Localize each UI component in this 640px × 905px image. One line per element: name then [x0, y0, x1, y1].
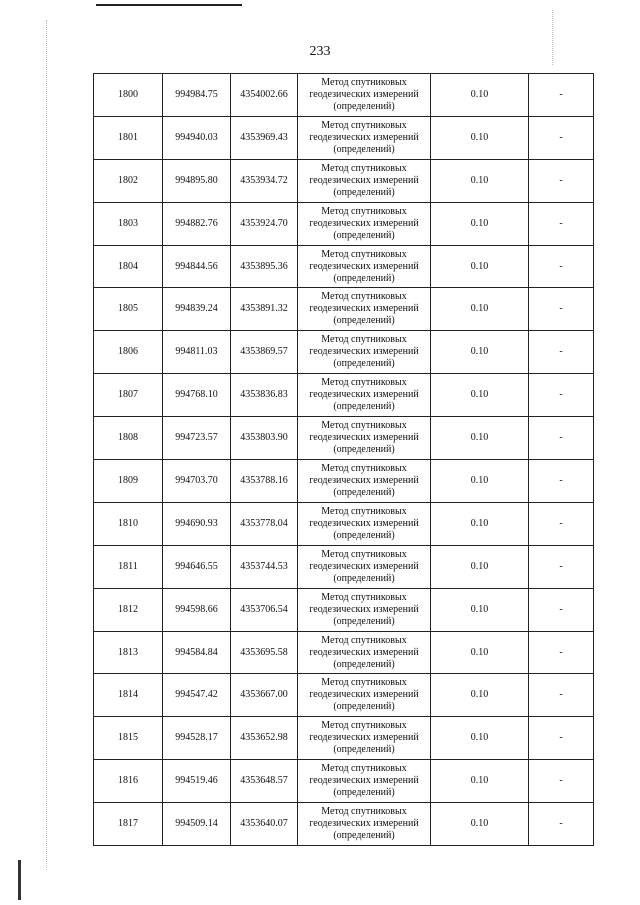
accuracy-value: 0.10 [431, 803, 529, 846]
point-number: 1801 [94, 116, 163, 159]
accuracy-value: 0.10 [431, 460, 529, 503]
method-line: Метод спутниковых [321, 548, 407, 560]
method-line: (определений) [333, 830, 395, 842]
point-number: 1809 [94, 460, 163, 503]
accuracy-value: 0.10 [431, 374, 529, 417]
method-line: Метод спутниковых [321, 119, 407, 131]
method-line: Метод спутниковых [321, 334, 407, 346]
coordinate-x: 994528.17 [163, 717, 231, 760]
coordinate-y: 4353695.58 [231, 631, 298, 674]
note-value: - [529, 288, 594, 331]
point-number: 1800 [94, 74, 163, 117]
method-line: Метод спутниковых [321, 505, 407, 517]
table-row [94, 717, 594, 760]
table-row [94, 288, 594, 331]
accuracy-value: 0.10 [431, 417, 529, 460]
method-cell [298, 74, 431, 117]
note-value: - [529, 74, 594, 117]
coordinate-y: 4353706.54 [231, 588, 298, 631]
method-cell [298, 245, 431, 288]
note-value: - [529, 760, 594, 803]
method-line: Метод спутниковых [321, 205, 407, 217]
table-row [94, 331, 594, 374]
method-line: (определений) [333, 143, 395, 155]
coordinate-y: 4353836.83 [231, 374, 298, 417]
method-line: геодезических измерений [309, 174, 419, 186]
method-line: Метод спутниковых [321, 76, 407, 88]
accuracy-value: 0.10 [431, 116, 529, 159]
method-line: геодезических измерений [309, 260, 419, 272]
coordinate-x: 994584.84 [163, 631, 231, 674]
coordinate-y: 4353648.57 [231, 760, 298, 803]
accuracy-value: 0.10 [431, 502, 529, 545]
method-line: (определений) [333, 186, 395, 198]
method-cell [298, 760, 431, 803]
method-line: геодезических измерений [309, 646, 419, 658]
note-value: - [529, 717, 594, 760]
method-line: (определений) [333, 358, 395, 370]
coordinate-y: 4353640.07 [231, 803, 298, 846]
method-line: (определений) [333, 315, 395, 327]
table-row [94, 460, 594, 503]
method-line: (определений) [333, 229, 395, 241]
accuracy-value: 0.10 [431, 288, 529, 331]
table-row [94, 502, 594, 545]
point-number: 1811 [94, 545, 163, 588]
note-value: - [529, 545, 594, 588]
note-value: - [529, 331, 594, 374]
top-rule [96, 4, 242, 6]
method-line: геодезических измерений [309, 603, 419, 615]
point-number: 1805 [94, 288, 163, 331]
coordinate-x: 994598.66 [163, 588, 231, 631]
method-cell [298, 674, 431, 717]
method-cell [298, 331, 431, 374]
method-line: Метод спутниковых [321, 634, 407, 646]
accuracy-value: 0.10 [431, 717, 529, 760]
coordinate-x: 994690.93 [163, 502, 231, 545]
method-line: геодезических измерений [309, 131, 419, 143]
table-row [94, 202, 594, 245]
note-value: - [529, 588, 594, 631]
accuracy-value: 0.10 [431, 760, 529, 803]
method-line: геодезических измерений [309, 389, 419, 401]
coordinate-y: 4353778.04 [231, 502, 298, 545]
method-line: Метод спутниковых [321, 162, 407, 174]
accuracy-value: 0.10 [431, 245, 529, 288]
method-line: Метод спутниковых [321, 677, 407, 689]
point-number: 1815 [94, 717, 163, 760]
coordinate-y: 4353667.00 [231, 674, 298, 717]
coordinates-table [93, 73, 594, 846]
method-line: (определений) [333, 401, 395, 413]
accuracy-value: 0.10 [431, 631, 529, 674]
note-value: - [529, 674, 594, 717]
method-cell [298, 502, 431, 545]
method-line: Метод спутниковых [321, 291, 407, 303]
method-cell [298, 374, 431, 417]
method-line: геодезических измерений [309, 775, 419, 787]
method-line: (определений) [333, 658, 395, 670]
note-value: - [529, 417, 594, 460]
point-number: 1814 [94, 674, 163, 717]
coordinate-y: 4353869.57 [231, 331, 298, 374]
coordinate-y: 4353744.53 [231, 545, 298, 588]
table-row [94, 631, 594, 674]
table-row [94, 545, 594, 588]
table-row [94, 588, 594, 631]
method-cell [298, 545, 431, 588]
method-cell [298, 631, 431, 674]
method-line: Метод спутниковых [321, 420, 407, 432]
table-row [94, 374, 594, 417]
note-value: - [529, 374, 594, 417]
table-row [94, 245, 594, 288]
coordinate-x: 994984.75 [163, 74, 231, 117]
table-row [94, 74, 594, 117]
point-number: 1802 [94, 159, 163, 202]
method-line: Метод спутниковых [321, 720, 407, 732]
method-cell [298, 159, 431, 202]
method-cell [298, 202, 431, 245]
method-cell [298, 717, 431, 760]
coordinate-y: 4353788.16 [231, 460, 298, 503]
coordinate-x: 994882.76 [163, 202, 231, 245]
table-row [94, 803, 594, 846]
note-value: - [529, 245, 594, 288]
method-line: геодезических измерений [309, 88, 419, 100]
method-cell [298, 460, 431, 503]
accuracy-value: 0.10 [431, 202, 529, 245]
accuracy-value: 0.10 [431, 159, 529, 202]
scan-margin-dots [46, 20, 48, 870]
coordinate-y: 4353891.32 [231, 288, 298, 331]
method-line: геодезических измерений [309, 517, 419, 529]
point-number: 1806 [94, 331, 163, 374]
coordinate-x: 994703.70 [163, 460, 231, 503]
note-value: - [529, 116, 594, 159]
method-line: (определений) [333, 787, 395, 799]
coordinate-x: 994509.14 [163, 803, 231, 846]
method-line: геодезических измерений [309, 432, 419, 444]
accuracy-value: 0.10 [431, 588, 529, 631]
method-line: (определений) [333, 701, 395, 713]
method-cell [298, 417, 431, 460]
method-line: геодезических измерений [309, 560, 419, 572]
coordinate-x: 994646.55 [163, 545, 231, 588]
point-number: 1807 [94, 374, 163, 417]
note-value: - [529, 502, 594, 545]
coordinate-x: 994811.03 [163, 331, 231, 374]
point-number: 1816 [94, 760, 163, 803]
method-line: геодезических измерений [309, 303, 419, 315]
point-number: 1812 [94, 588, 163, 631]
coordinate-x: 994519.46 [163, 760, 231, 803]
method-line: (определений) [333, 744, 395, 756]
coordinate-x: 994839.24 [163, 288, 231, 331]
coordinate-y: 4353969.43 [231, 116, 298, 159]
accuracy-value: 0.10 [431, 74, 529, 117]
coordinate-y: 4353924.70 [231, 202, 298, 245]
point-number: 1808 [94, 417, 163, 460]
coordinate-y: 4354002.66 [231, 74, 298, 117]
coordinate-x: 994768.10 [163, 374, 231, 417]
accuracy-value: 0.10 [431, 545, 529, 588]
accuracy-value: 0.10 [431, 331, 529, 374]
coordinate-y: 4353934.72 [231, 159, 298, 202]
method-line: геодезических измерений [309, 732, 419, 744]
method-line: геодезических измерений [309, 818, 419, 830]
method-line: геодезических измерений [309, 689, 419, 701]
method-line: геодезических измерений [309, 474, 419, 486]
coordinate-x: 994844.56 [163, 245, 231, 288]
note-value: - [529, 803, 594, 846]
method-cell [298, 116, 431, 159]
coordinate-y: 4353652.98 [231, 717, 298, 760]
coordinate-x: 994723.57 [163, 417, 231, 460]
method-line: Метод спутниковых [321, 763, 407, 775]
table-row [94, 159, 594, 202]
coordinate-y: 4353803.90 [231, 417, 298, 460]
method-line: (определений) [333, 486, 395, 498]
method-line: Метод спутниковых [321, 462, 407, 474]
coordinate-x: 994547.42 [163, 674, 231, 717]
point-number: 1803 [94, 202, 163, 245]
method-line: Метод спутниковых [321, 377, 407, 389]
page-number: 233 [309, 44, 331, 59]
method-line: Метод спутниковых [321, 806, 407, 818]
note-value: - [529, 460, 594, 503]
method-line: Метод спутниковых [321, 591, 407, 603]
table-row [94, 417, 594, 460]
method-line: геодезических измерений [309, 217, 419, 229]
method-line: (определений) [333, 529, 395, 541]
accuracy-value: 0.10 [431, 674, 529, 717]
method-line: (определений) [333, 444, 395, 456]
coordinate-x: 994940.03 [163, 116, 231, 159]
table-row [94, 674, 594, 717]
method-line: (определений) [333, 100, 395, 112]
point-number: 1804 [94, 245, 163, 288]
note-value: - [529, 202, 594, 245]
method-line: (определений) [333, 272, 395, 284]
method-line: (определений) [333, 572, 395, 584]
note-value: - [529, 631, 594, 674]
point-number: 1810 [94, 502, 163, 545]
method-cell [298, 803, 431, 846]
method-line: (определений) [333, 615, 395, 627]
method-cell [298, 288, 431, 331]
table-row [94, 760, 594, 803]
binding-mark [18, 860, 21, 900]
method-cell [298, 588, 431, 631]
method-line: геодезических измерений [309, 346, 419, 358]
coordinate-x: 994895.80 [163, 159, 231, 202]
point-number: 1813 [94, 631, 163, 674]
coordinate-y: 4353895.36 [231, 245, 298, 288]
method-line: Метод спутниковых [321, 248, 407, 260]
table-row [94, 116, 594, 159]
note-value: - [529, 159, 594, 202]
point-number: 1817 [94, 803, 163, 846]
